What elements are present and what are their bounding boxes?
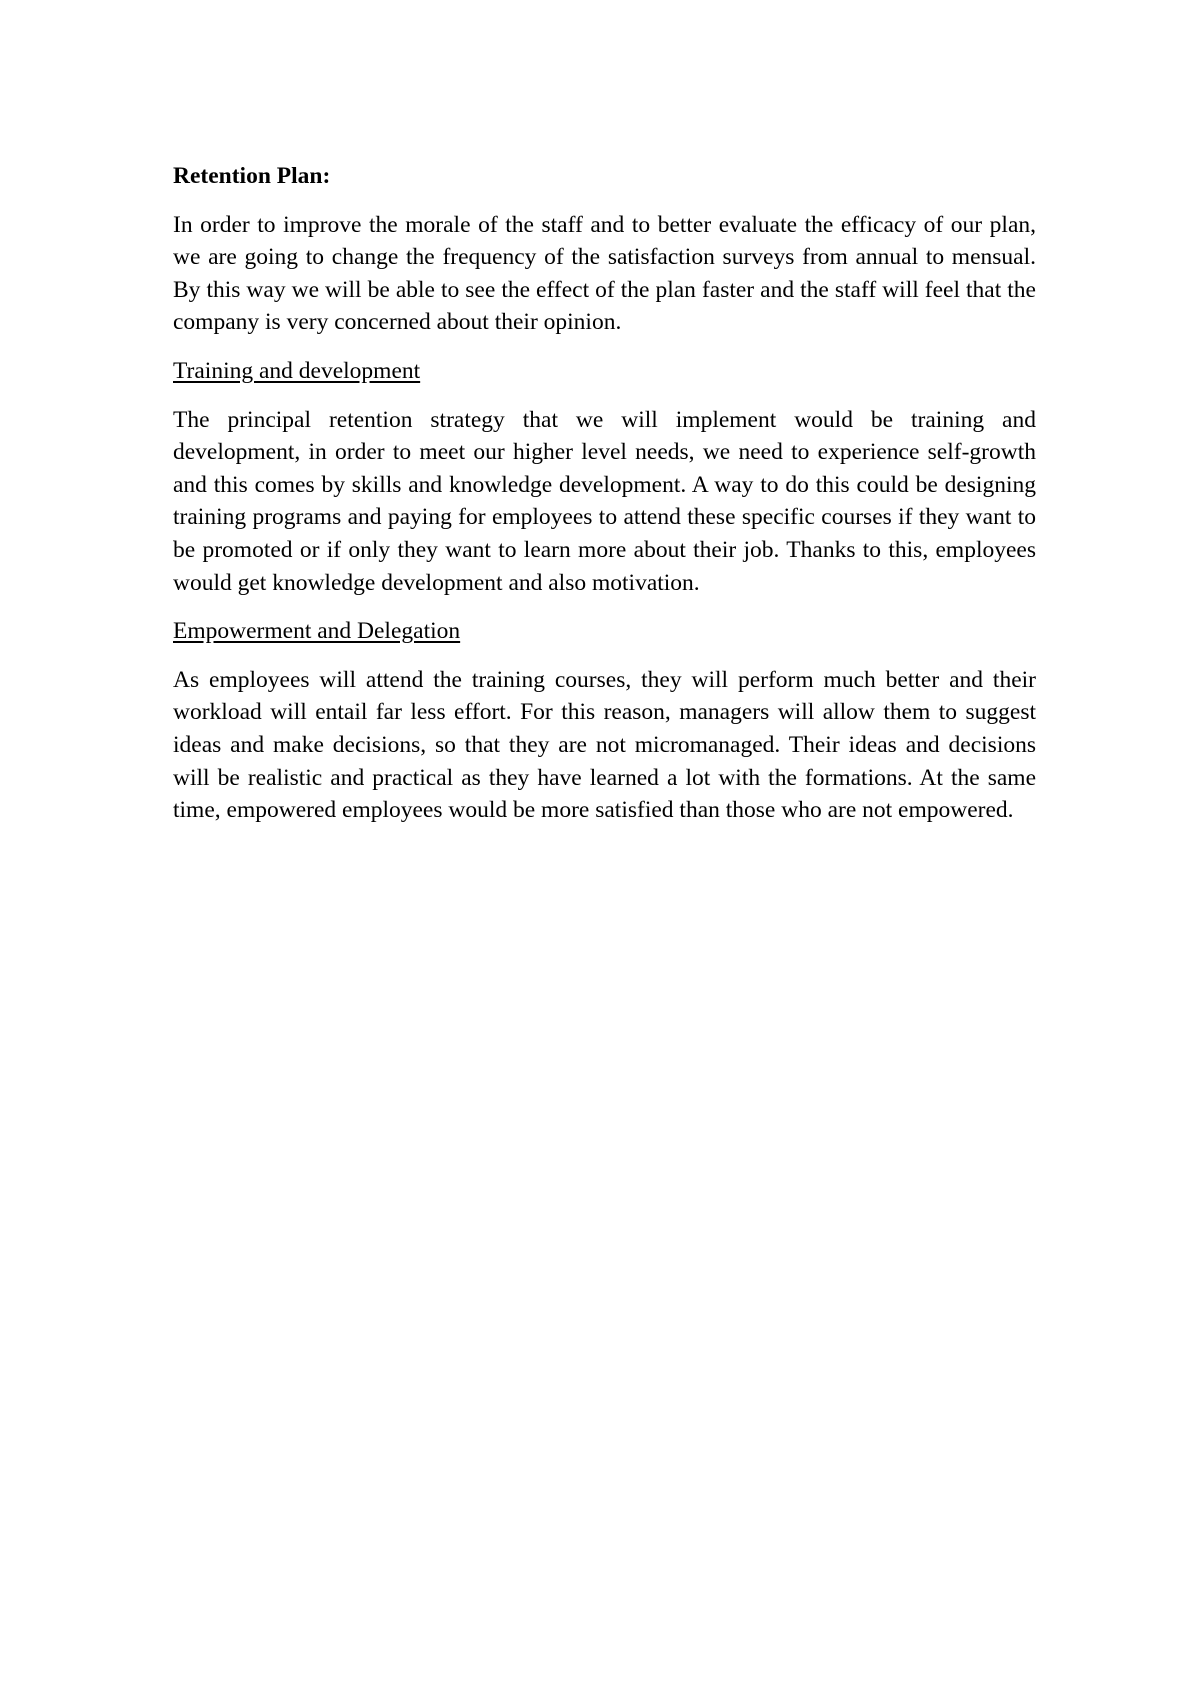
document-body [173, 160, 1036, 843]
section-body-training: The principal retention strategy that we will implement would be training and development, in order to meet our higher level needs, we need to experience self-growth and this comes by skills and knowledge development. A way to do this could be designing training programs and paying for employees to attend these specific courses if they want to be promoted or if only they want to learn more about their job. Thanks to this, employees would get knowledge development and also motivation. [173, 406, 1036, 596]
section-heading-empowerment: Empowerment and Delegation [173, 618, 461, 645]
section-heading-training: Training and development [173, 357, 421, 384]
section-body-empowerment: As employees will attend the training courses, they will perform much better and their workload will entail far less effort. For this reason, managers will allow them to suggest ideas and make decisions, so that they are not micromanaged. Their ideas and decisions will be realistic and practical as they have learned a lot with the formations. At the same time, empowered employees would be more satisfied than those who are not empowered. [173, 666, 1036, 824]
intro-paragraph: In order to improve the morale of the staff and to better evaluate the efficacy of our plan, we are going to change the frequency of the satisfaction surveys from annual to mensual. By this way we will be able to see the effect of the plan faster and the staff will feel that the company is very concerned about their opinion. [173, 211, 1036, 336]
document-title: Retention Plan: [173, 163, 331, 189]
